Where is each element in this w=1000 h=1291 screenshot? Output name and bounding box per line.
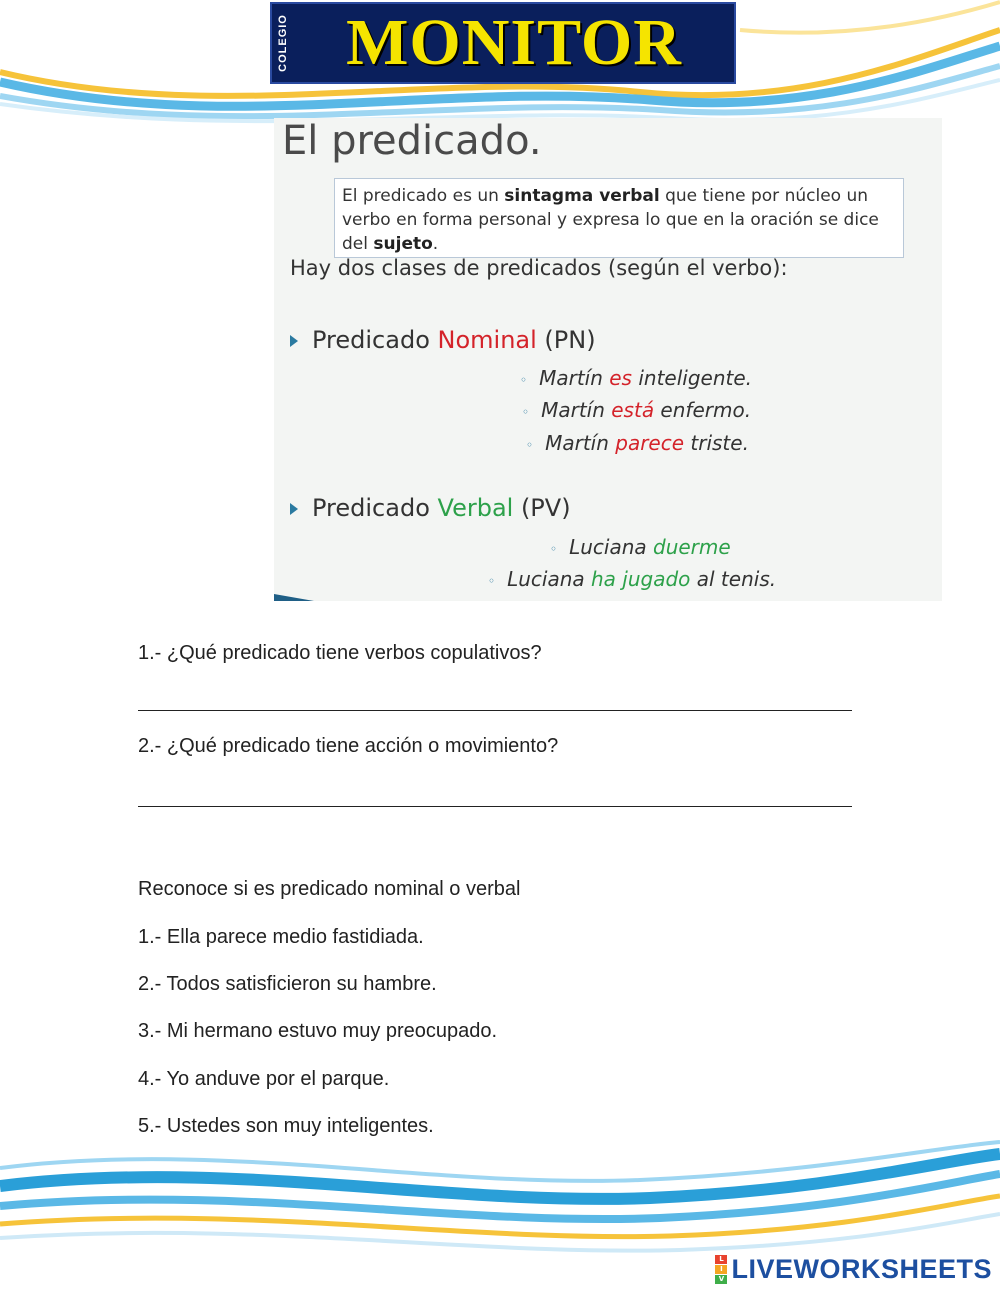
answer-line-2[interactable] <box>138 806 852 807</box>
triangle-bullet-icon <box>290 503 298 515</box>
slide-corner-decoration <box>274 590 314 601</box>
triangle-bullet-icon <box>290 335 298 347</box>
answer-line-1[interactable] <box>138 710 852 711</box>
exercise-item: 2.- Todos satisficieron su hambre. <box>138 973 437 995</box>
logo-colegio-label: COLEGIO <box>272 4 294 82</box>
school-logo <box>270 2 736 84</box>
liveworksheets-watermark <box>715 1254 992 1285</box>
circle-bullet-icon: ◦ <box>488 573 496 588</box>
predicate-slide <box>274 118 942 601</box>
exercise-item: 1.- Ella parece medio fastidiada. <box>138 926 424 948</box>
slide-title: El predicado. <box>282 118 542 164</box>
nominal-example: ◦ Martín parece triste. <box>526 431 749 455</box>
verbal-example: ◦ Luciana ha jugado al tenis. <box>488 567 777 591</box>
exercise-heading: Reconoce si es predicado nominal o verbal <box>138 878 521 900</box>
definition-box: El predicado es un sintagma verbal que tiene por núcleo un verbo en forma personal y expresa lo que en la oración se dice del sujeto. <box>334 178 904 258</box>
slide-subtitle: Hay dos clases de predicados (según el verbo): <box>290 256 788 280</box>
exercise-item: 5.- Ustedes son muy inteligentes. <box>138 1115 434 1137</box>
liveworksheets-logo-icon: L I V <box>715 1255 727 1284</box>
logo-name: MONITOR <box>346 6 682 79</box>
circle-bullet-icon: ◦ <box>520 372 528 387</box>
exercise-item: 4.- Yo anduve por el parque. <box>138 1068 390 1090</box>
circle-bullet-icon: ◦ <box>522 404 530 419</box>
nominal-example: ◦ Martín está enfermo. <box>522 398 752 422</box>
question-2: 2.- ¿Qué predicado tiene acción o movimiento? <box>138 735 559 757</box>
verbal-example: ◦ Luciana duerme <box>550 535 731 559</box>
circle-bullet-icon: ◦ <box>526 437 534 452</box>
verbal-heading: Predicado Verbal (PV) <box>290 494 571 522</box>
exercise-item: 3.- Mi hermano estuvo muy preocupado. <box>138 1020 498 1042</box>
nominal-example: ◦ Martín es inteligente. <box>520 366 753 390</box>
liveworksheets-text: LIVEWORKSHEETS <box>731 1254 992 1284</box>
question-1: 1.- ¿Qué predicado tiene verbos copulativos? <box>138 642 542 664</box>
circle-bullet-icon: ◦ <box>550 541 558 556</box>
nominal-heading: Predicado Nominal (PN) <box>290 326 596 354</box>
